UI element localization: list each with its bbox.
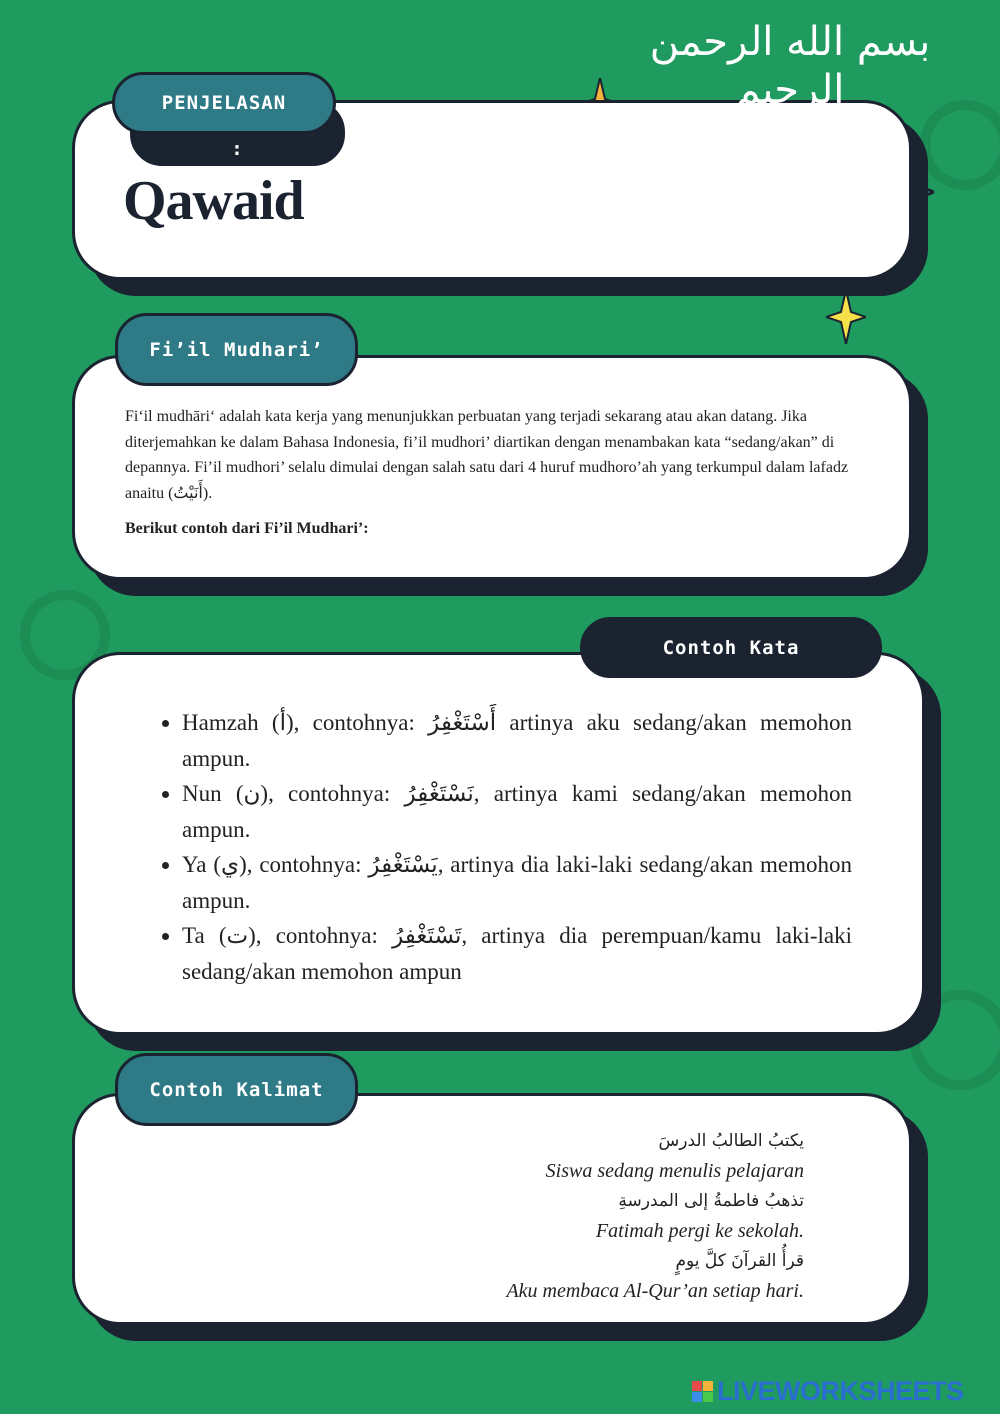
contoh-kalimat-card [72, 1093, 912, 1325]
list-item: • Nun (ن), contohnya: نَسْتَغْفِرُ, artinya kami sedang/akan memohon ampun. [182, 776, 852, 847]
contoh-kata-card [72, 652, 925, 1035]
example-sentences [506, 1126, 804, 1306]
arabic-sentence: قرأُ القرآنَ كلَّ يومٍ [675, 1251, 804, 1271]
translation: Aku membaca Al-Qur’an setiap hari. [506, 1280, 804, 1302]
examples-subheading: Berikut contoh dari Fi’il Mudhari’: [125, 520, 369, 537]
logo-text: LIVEWORKSHEETS [717, 1376, 964, 1406]
star-icon [826, 290, 866, 344]
tab-penjelasan: PENJELASAN [112, 72, 336, 134]
tab-contoh-kata: Contoh Kata [580, 617, 882, 678]
list-item: • Ta (ت), contohnya: تَسْتَغْفِرُ, artinya dia perempuan/kamu laki-laki sedang/akan memohon ampun [182, 918, 852, 989]
tab-contoh-kalimat: Contoh Kalimat [115, 1053, 358, 1126]
background-decoration [910, 990, 1000, 1090]
arabic-sentence: تذهبُ فاطمةُ إلى المدرسةِ [618, 1191, 804, 1211]
arabic-sentence: يكتبُ الطالبُ الدرسَ [658, 1131, 804, 1151]
page-title: Qawaid [123, 170, 304, 232]
fiil-mudhari-card [72, 355, 912, 580]
liveworksheets-logo [692, 1376, 964, 1407]
translation: Fatimah pergi ke sekolah. [595, 1220, 804, 1242]
bismillah-calligraphy: بسم الله الرحمن الرحيم [649, 19, 931, 113]
tab-subtext: : [231, 138, 244, 160]
logo-icon [692, 1381, 713, 1402]
tab-fiil-mudhari: Fi’il Mudhari’ [115, 313, 358, 386]
list-item: • Ya (ي), contohnya: يَسْتَغْفِرُ, artinya dia laki-laki sedang/akan memohon ampun. [182, 847, 852, 918]
translation: Siswa sedang menulis pelajaran [545, 1160, 804, 1182]
explanation-paragraph: Fi‘il mudhāri‘ adalah kata kerja yang menunjukkan perbuatan yang terjadi sekarang atau akan datang. Jika diterjemahkan ke dalam Bahasa Indonesia, fi’il mudhori’ diartikan dengan menambakan kata “sedang/akan” di depannya. Fi’il mudhori’ selalu dimulai dengan salah satu dari 4 huruf mudhoro’ah yang terkumpul dalam lafadz anaitu (أَنَيْتُ). [125, 408, 849, 502]
list-item: • Hamzah (أ), contohnya: أَسْتَغْفِرُ artinya aku sedang/akan memohon ampun. [182, 705, 852, 776]
example-word-list [182, 705, 852, 989]
